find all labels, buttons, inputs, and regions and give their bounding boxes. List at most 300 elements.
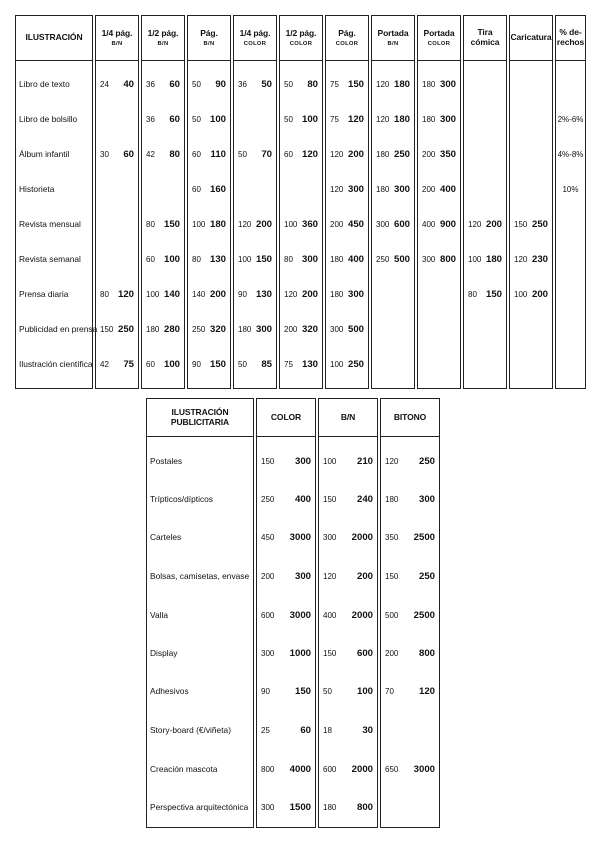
row-label: Revista semanal <box>19 254 81 264</box>
price-min: 250 <box>376 254 390 264</box>
price-range <box>381 493 439 505</box>
price-range <box>257 570 315 582</box>
price-max: 300 <box>439 78 456 90</box>
column-header-title: 1/2 pág. <box>285 27 317 38</box>
price-min: 36 <box>238 79 247 89</box>
price-max: 120 <box>347 113 364 125</box>
row-label: Bolsas, camisetas, envase <box>150 571 250 581</box>
price-min: 120 <box>385 456 399 466</box>
price-min: 100 <box>514 289 528 299</box>
column-header <box>326 16 368 61</box>
price-max: 60 <box>123 148 134 160</box>
price-range <box>142 78 184 90</box>
price-max: 250 <box>347 358 364 370</box>
price-range <box>188 323 230 335</box>
price-min: 150 <box>323 494 337 504</box>
price-min: 300 <box>261 802 275 812</box>
column-header-title: Pág. <box>338 27 356 38</box>
price-max: 3000 <box>289 531 311 543</box>
price-max: 60 <box>169 113 180 125</box>
price-range <box>464 253 506 265</box>
column-header-title: % de-rechos <box>556 27 585 47</box>
price-min: 300 <box>376 219 390 229</box>
price-range <box>188 113 230 125</box>
price-max: 350 <box>439 148 456 160</box>
price-max: 120 <box>301 148 318 160</box>
price-max: 600 <box>393 218 410 230</box>
price-min: 100 <box>330 359 344 369</box>
price-max: 2500 <box>413 609 435 621</box>
data-column <box>325 15 369 389</box>
row-label: Carteles <box>150 532 182 542</box>
price-range <box>142 253 184 265</box>
column-header <box>188 16 230 61</box>
price-min: 120 <box>238 219 252 229</box>
column-header <box>556 16 585 61</box>
price-min: 120 <box>376 114 390 124</box>
price-max: 300 <box>294 455 311 467</box>
price-max: 100 <box>163 253 180 265</box>
column-header <box>464 16 506 61</box>
column-header-title: 1/2 pág. <box>147 27 179 38</box>
data-column <box>95 15 139 389</box>
price-min: 600 <box>323 764 337 774</box>
price-range <box>234 358 276 370</box>
price-max: 150 <box>255 253 272 265</box>
price-max: 400 <box>439 183 456 195</box>
price-max: 200 <box>209 288 226 300</box>
price-max: 180 <box>209 218 226 230</box>
price-max: 140 <box>163 288 180 300</box>
price-max: 70 <box>261 148 272 160</box>
price-range <box>326 358 368 370</box>
column-header-subtitle: COLOR <box>427 40 451 47</box>
price-range <box>418 113 460 125</box>
price-range <box>280 113 322 125</box>
price-range <box>418 253 460 265</box>
price-min: 120 <box>323 571 337 581</box>
price-max: 30 <box>362 724 373 736</box>
price-min: 100 <box>284 219 298 229</box>
data-column <box>187 15 231 389</box>
price-min: 200 <box>330 219 344 229</box>
price-min: 30 <box>100 149 109 159</box>
price-range <box>142 148 184 160</box>
price-max: 320 <box>301 323 318 335</box>
column-header <box>381 399 439 437</box>
row-label: Álbum infantil <box>19 149 70 159</box>
price-min: 250 <box>192 324 206 334</box>
data-column <box>463 15 507 389</box>
price-max: 1000 <box>289 647 311 659</box>
column-header <box>372 16 414 61</box>
price-max: 250 <box>418 455 435 467</box>
price-min: 200 <box>422 184 436 194</box>
price-range <box>142 323 184 335</box>
price-min: 80 <box>192 254 201 264</box>
price-min: 70 <box>385 686 394 696</box>
price-min: 50 <box>284 79 293 89</box>
label-column <box>146 398 254 828</box>
row-label: Ilustración científica <box>19 359 93 369</box>
row-label: Publicidad en prensa <box>19 324 98 334</box>
row-label: Adhesivos <box>150 686 189 696</box>
price-max: 200 <box>255 218 272 230</box>
price-range <box>280 148 322 160</box>
price-max: 120 <box>418 685 435 697</box>
price-range <box>257 609 315 621</box>
price-min: 75 <box>330 114 339 124</box>
price-range <box>372 183 414 195</box>
price-max: 110 <box>210 148 226 160</box>
price-min: 100 <box>238 254 252 264</box>
price-max: 250 <box>393 148 410 160</box>
price-range <box>372 218 414 230</box>
price-min: 120 <box>330 149 344 159</box>
price-range <box>381 531 439 543</box>
price-max: 900 <box>439 218 456 230</box>
label-column-title: ILUSTRACIÓN PUBLICITARIA <box>170 406 230 427</box>
price-range <box>418 78 460 90</box>
price-range <box>188 183 230 195</box>
price-min: 90 <box>261 686 270 696</box>
row-label: Libro de bolsillo <box>19 114 78 124</box>
price-min: 180 <box>422 114 436 124</box>
price-min: 80 <box>146 219 155 229</box>
price-min: 120 <box>284 289 298 299</box>
price-min: 50 <box>192 79 201 89</box>
price-min: 140 <box>192 289 206 299</box>
column-header-title: COLOR <box>270 411 302 422</box>
price-min: 80 <box>468 289 477 299</box>
price-range <box>142 288 184 300</box>
data-column <box>380 398 440 828</box>
price-max: 150 <box>163 218 180 230</box>
price-min: 100 <box>323 456 337 466</box>
price-max: 250 <box>531 218 548 230</box>
column-header-subtitle: B/N <box>203 40 215 47</box>
row-label: Valla <box>150 610 169 620</box>
price-range <box>188 78 230 90</box>
column-header <box>257 399 315 437</box>
price-min: 300 <box>422 254 436 264</box>
price-range <box>234 288 276 300</box>
price-range <box>96 288 138 300</box>
illustration-rates-table <box>15 15 586 389</box>
price-range <box>319 801 377 813</box>
price-range <box>234 78 276 90</box>
rights-percentage: 10% <box>562 184 579 194</box>
price-range <box>326 113 368 125</box>
price-max: 2000 <box>351 531 373 543</box>
data-column <box>233 15 277 389</box>
price-max: 130 <box>209 253 226 265</box>
price-range <box>96 78 138 90</box>
price-range <box>188 148 230 160</box>
price-max: 240 <box>356 493 373 505</box>
price-min: 25 <box>261 725 270 735</box>
price-range <box>372 113 414 125</box>
price-range <box>381 570 439 582</box>
price-max: 400 <box>347 253 364 265</box>
column-header <box>234 16 276 61</box>
column-header-title: B/N <box>340 411 356 422</box>
data-column <box>371 15 415 389</box>
price-range <box>372 78 414 90</box>
price-max: 300 <box>255 323 272 335</box>
row-label: Libro de texto <box>19 79 70 89</box>
price-max: 280 <box>163 323 180 335</box>
price-min: 180 <box>330 289 344 299</box>
column-header <box>142 16 184 61</box>
rights-percentage: 2%-6% <box>557 114 584 124</box>
price-range <box>319 724 377 736</box>
price-range <box>381 455 439 467</box>
price-range <box>326 288 368 300</box>
price-min: 75 <box>330 79 339 89</box>
price-max: 100 <box>163 358 180 370</box>
price-min: 36 <box>146 114 155 124</box>
price-range <box>280 218 322 230</box>
price-min: 80 <box>284 254 293 264</box>
price-min: 90 <box>192 359 201 369</box>
price-min: 300 <box>330 324 344 334</box>
price-max: 100 <box>356 685 373 697</box>
column-header-title: 1/4 pág. <box>239 27 271 38</box>
price-range <box>319 609 377 621</box>
price-range <box>510 288 552 300</box>
column-header-title: Caricatura <box>510 32 552 43</box>
price-max: 300 <box>347 288 364 300</box>
price-min: 50 <box>323 686 332 696</box>
column-header-subtitle: B/N <box>111 40 123 47</box>
row-label: Trípticos/dípticos <box>150 494 213 504</box>
price-min: 150 <box>100 324 114 334</box>
price-min: 90 <box>238 289 247 299</box>
price-range <box>319 647 377 659</box>
price-max: 3000 <box>289 609 311 621</box>
price-range <box>319 493 377 505</box>
price-range <box>326 148 368 160</box>
price-range <box>96 148 138 160</box>
price-range <box>257 724 315 736</box>
price-range <box>188 288 230 300</box>
price-min: 42 <box>146 149 155 159</box>
price-max: 800 <box>418 647 435 659</box>
price-range <box>234 218 276 230</box>
price-min: 120 <box>330 184 344 194</box>
column-header-title: Portada <box>377 27 409 38</box>
price-max: 320 <box>209 323 226 335</box>
data-column <box>256 398 316 828</box>
price-range <box>319 531 377 543</box>
price-max: 3000 <box>413 763 435 775</box>
price-min: 300 <box>261 648 275 658</box>
price-max: 450 <box>347 218 364 230</box>
price-max: 40 <box>123 78 134 90</box>
price-max: 210 <box>356 455 373 467</box>
price-max: 360 <box>301 218 318 230</box>
price-range <box>142 113 184 125</box>
price-min: 50 <box>192 114 201 124</box>
price-min: 250 <box>261 494 275 504</box>
price-max: 230 <box>531 253 548 265</box>
price-range <box>96 323 138 335</box>
price-min: 450 <box>261 532 275 542</box>
price-min: 500 <box>385 610 399 620</box>
price-max: 4000 <box>289 763 311 775</box>
price-min: 50 <box>238 359 247 369</box>
price-range <box>234 323 276 335</box>
price-range <box>188 253 230 265</box>
row-label: Prensa diaria <box>19 289 69 299</box>
price-range <box>381 647 439 659</box>
price-min: 180 <box>146 324 160 334</box>
price-min: 150 <box>323 648 337 658</box>
price-max: 2000 <box>351 609 373 621</box>
label-column <box>15 15 98 389</box>
price-range <box>326 253 368 265</box>
price-min: 180 <box>376 184 390 194</box>
price-max: 60 <box>169 78 180 90</box>
price-range <box>257 455 315 467</box>
data-column <box>417 15 461 389</box>
price-range <box>418 183 460 195</box>
price-max: 200 <box>485 218 502 230</box>
price-min: 180 <box>330 254 344 264</box>
label-column-title: ILUSTRACIÓN <box>25 32 83 43</box>
row-label: Revista mensual <box>19 219 81 229</box>
price-min: 180 <box>238 324 252 334</box>
price-max: 180 <box>393 78 410 90</box>
column-header-title: Tira cómica <box>470 27 500 47</box>
price-min: 180 <box>422 79 436 89</box>
price-range <box>234 148 276 160</box>
price-min: 800 <box>261 764 275 774</box>
column-header <box>418 16 460 61</box>
price-range <box>381 685 439 697</box>
column-header <box>96 16 138 61</box>
price-range <box>280 253 322 265</box>
price-min: 200 <box>284 324 298 334</box>
price-max: 300 <box>294 570 311 582</box>
price-max: 250 <box>117 323 134 335</box>
price-min: 36 <box>146 79 155 89</box>
column-header <box>319 399 377 437</box>
price-range <box>257 493 315 505</box>
price-max: 600 <box>356 647 373 659</box>
price-min: 350 <box>385 532 399 542</box>
price-range <box>188 358 230 370</box>
price-max: 400 <box>294 493 311 505</box>
price-range <box>257 763 315 775</box>
price-range <box>381 609 439 621</box>
price-min: 60 <box>192 184 201 194</box>
row-label: Perspectiva arquitectónica <box>150 802 249 812</box>
price-min: 150 <box>514 219 528 229</box>
price-max: 200 <box>356 570 373 582</box>
price-range <box>280 358 322 370</box>
price-max: 200 <box>347 148 364 160</box>
data-column <box>555 15 586 389</box>
row-label: Historieta <box>19 184 55 194</box>
price-max: 300 <box>301 253 318 265</box>
price-max: 90 <box>215 78 226 90</box>
advertising-illustration-table <box>146 398 440 828</box>
price-min: 120 <box>376 79 390 89</box>
price-range <box>319 570 377 582</box>
price-max: 180 <box>393 113 410 125</box>
price-max: 60 <box>300 724 311 736</box>
label-column-header <box>147 399 253 437</box>
price-range <box>418 148 460 160</box>
price-min: 100 <box>192 219 206 229</box>
price-range <box>280 323 322 335</box>
price-max: 2000 <box>351 763 373 775</box>
price-min: 180 <box>323 802 337 812</box>
price-min: 120 <box>468 219 482 229</box>
price-min: 60 <box>192 149 201 159</box>
price-min: 50 <box>238 149 247 159</box>
price-min: 650 <box>385 764 399 774</box>
column-header-title: Pág. <box>200 27 218 38</box>
price-max: 130 <box>301 358 318 370</box>
price-max: 500 <box>347 323 364 335</box>
column-header-subtitle: COLOR <box>335 40 359 47</box>
price-max: 150 <box>294 685 311 697</box>
price-min: 200 <box>261 571 275 581</box>
price-max: 800 <box>356 801 373 813</box>
column-header-subtitle: COLOR <box>243 40 267 47</box>
price-max: 120 <box>117 288 134 300</box>
price-range <box>464 218 506 230</box>
column-header <box>510 16 552 61</box>
column-header-title: Portada <box>423 27 455 38</box>
column-header-title: 1/4 pág. <box>101 27 133 38</box>
data-column <box>279 15 323 389</box>
price-range <box>326 323 368 335</box>
price-max: 300 <box>418 493 435 505</box>
price-max: 1500 <box>289 801 311 813</box>
price-range <box>319 763 377 775</box>
price-range <box>142 358 184 370</box>
price-min: 50 <box>284 114 293 124</box>
price-max: 50 <box>261 78 272 90</box>
row-label: Display <box>150 648 178 658</box>
price-max: 500 <box>393 253 410 265</box>
price-range <box>319 455 377 467</box>
price-max: 100 <box>301 113 318 125</box>
price-min: 42 <box>100 359 109 369</box>
price-range <box>381 763 439 775</box>
price-range <box>257 531 315 543</box>
price-min: 150 <box>385 571 399 581</box>
price-max: 100 <box>209 113 226 125</box>
price-range <box>280 288 322 300</box>
price-max: 150 <box>209 358 226 370</box>
price-range <box>326 183 368 195</box>
price-max: 75 <box>123 358 134 370</box>
price-max: 150 <box>347 78 364 90</box>
column-header-subtitle: B/N <box>157 40 169 47</box>
price-max: 300 <box>439 113 456 125</box>
price-range <box>326 78 368 90</box>
price-max: 300 <box>347 183 364 195</box>
price-range <box>280 78 322 90</box>
price-max: 250 <box>418 570 435 582</box>
price-min: 180 <box>385 494 399 504</box>
row-label: Postales <box>150 456 183 466</box>
